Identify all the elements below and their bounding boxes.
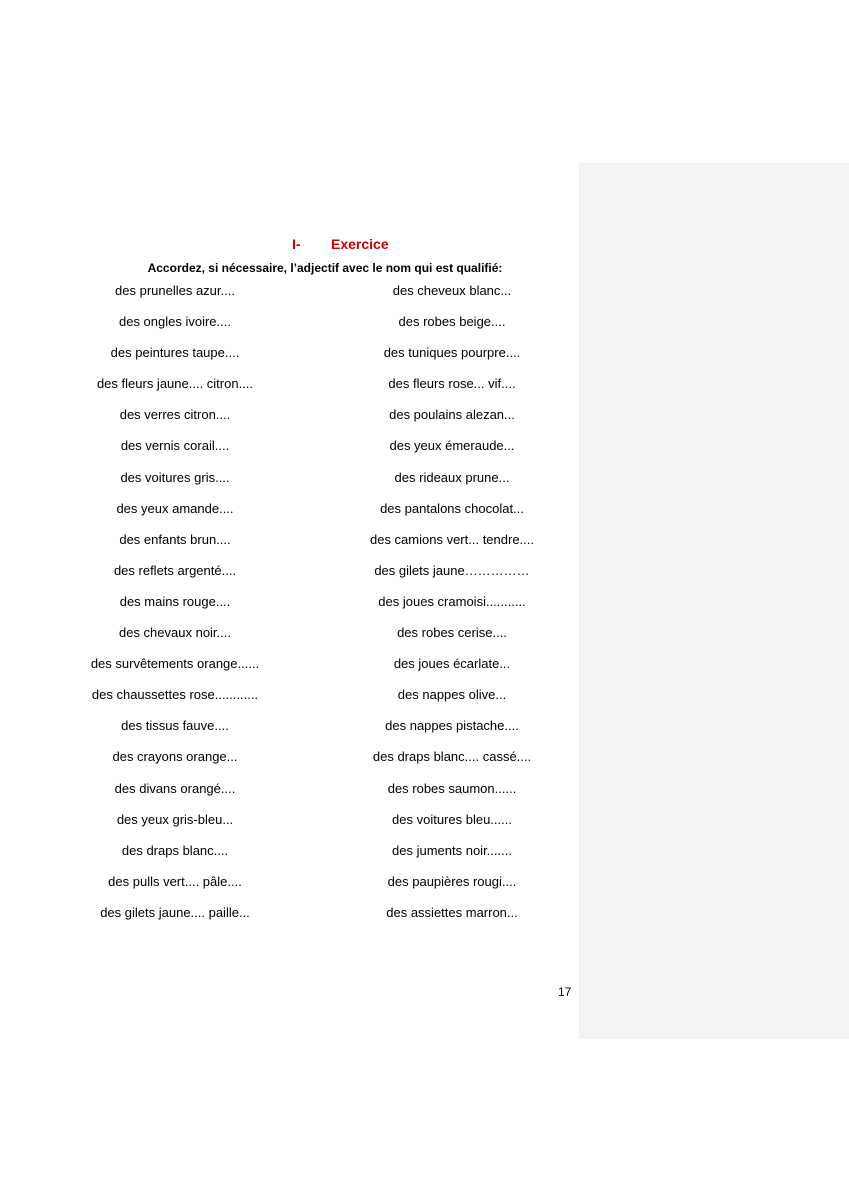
exercise-item: des camions vert... tendre.... xyxy=(369,531,535,547)
exercise-item: des draps blanc.... cassé.... xyxy=(372,749,532,765)
exercise-item: des joues cramoisi........... xyxy=(378,593,526,609)
exercise-item: des chevaux noir.... xyxy=(118,625,231,641)
exercise-item: des nappes olive... xyxy=(397,687,507,703)
exercise-item: des yeux amande.... xyxy=(116,500,234,516)
exercise-item: des survêtements orange...... xyxy=(90,656,260,672)
exercise-item: des reflets argenté.... xyxy=(113,562,237,578)
exercise-item: des divans orangé.... xyxy=(114,780,236,796)
exercise-item: des peintures taupe.... xyxy=(110,345,240,361)
exercise-item: des vernis corail.... xyxy=(120,438,230,454)
exercise-item: des joues écarlate... xyxy=(393,656,511,672)
exercise-item: des robes saumon...... xyxy=(387,780,517,796)
exercise-item: des prunelles azur.... xyxy=(115,283,235,298)
exercise-item: des draps blanc.... xyxy=(121,842,229,858)
exercise-item: des voitures gris.... xyxy=(120,469,230,485)
exercise-item: des nappes pistache.... xyxy=(385,718,519,734)
exercise-item: des assiettes marron... xyxy=(386,904,518,920)
exercise-item: des robes beige.... xyxy=(398,314,506,330)
exercise-item: des gilets jaune.... paille... xyxy=(100,904,250,920)
exercise-item: des enfants brun.... xyxy=(119,531,231,547)
exercise-item: des fleurs jaune.... citron.... xyxy=(96,376,254,392)
right-column-list xyxy=(322,281,582,934)
comment-margin-panel xyxy=(579,163,849,1039)
exercise-item: des rideaux prune... xyxy=(394,469,510,485)
exercise-instruction: Accordez, si nécessaire, l’adjectif avec le nom qui est qualifié: xyxy=(147,261,503,275)
exercise-item: des pulls vert.... pâle.... xyxy=(108,873,242,889)
exercise-item: des verres citron.... xyxy=(119,407,231,423)
exercise-item: des mains rouge.... xyxy=(119,593,231,609)
exercise-item: des crayons orange... xyxy=(112,749,238,765)
exercise-item: des yeux émeraude... xyxy=(389,438,515,454)
exercise-item: des poulains alezan... xyxy=(389,407,515,423)
exercise-item: des tissus fauve.... xyxy=(121,718,229,734)
exercise-heading xyxy=(0,234,579,254)
exercise-item: des cheveux blanc... xyxy=(392,283,512,298)
exercise-item: des voitures bleu...... xyxy=(392,811,512,827)
exercise-item: des paupières rougi.... xyxy=(387,873,517,889)
heading-number: I- xyxy=(292,236,301,252)
exercise-item: des gilets jaune…………… xyxy=(374,562,530,578)
exercise-item: des chaussettes rose............ xyxy=(91,687,259,703)
page-number: 17 xyxy=(558,985,572,999)
exercise-item: des fleurs rose... vif.... xyxy=(388,376,516,392)
left-column-list xyxy=(45,281,305,934)
exercise-item: des robes cerise.... xyxy=(397,625,507,641)
heading-title: Exercice xyxy=(331,236,389,252)
exercise-item: des ongles ivoire.... xyxy=(118,314,231,330)
exercise-item: des tuniques pourpre.... xyxy=(383,345,521,361)
exercise-item: des pantalons chocolat... xyxy=(380,500,524,516)
exercise-item: des juments noir....... xyxy=(392,842,512,858)
exercise-item: des yeux gris-bleu... xyxy=(116,811,234,827)
